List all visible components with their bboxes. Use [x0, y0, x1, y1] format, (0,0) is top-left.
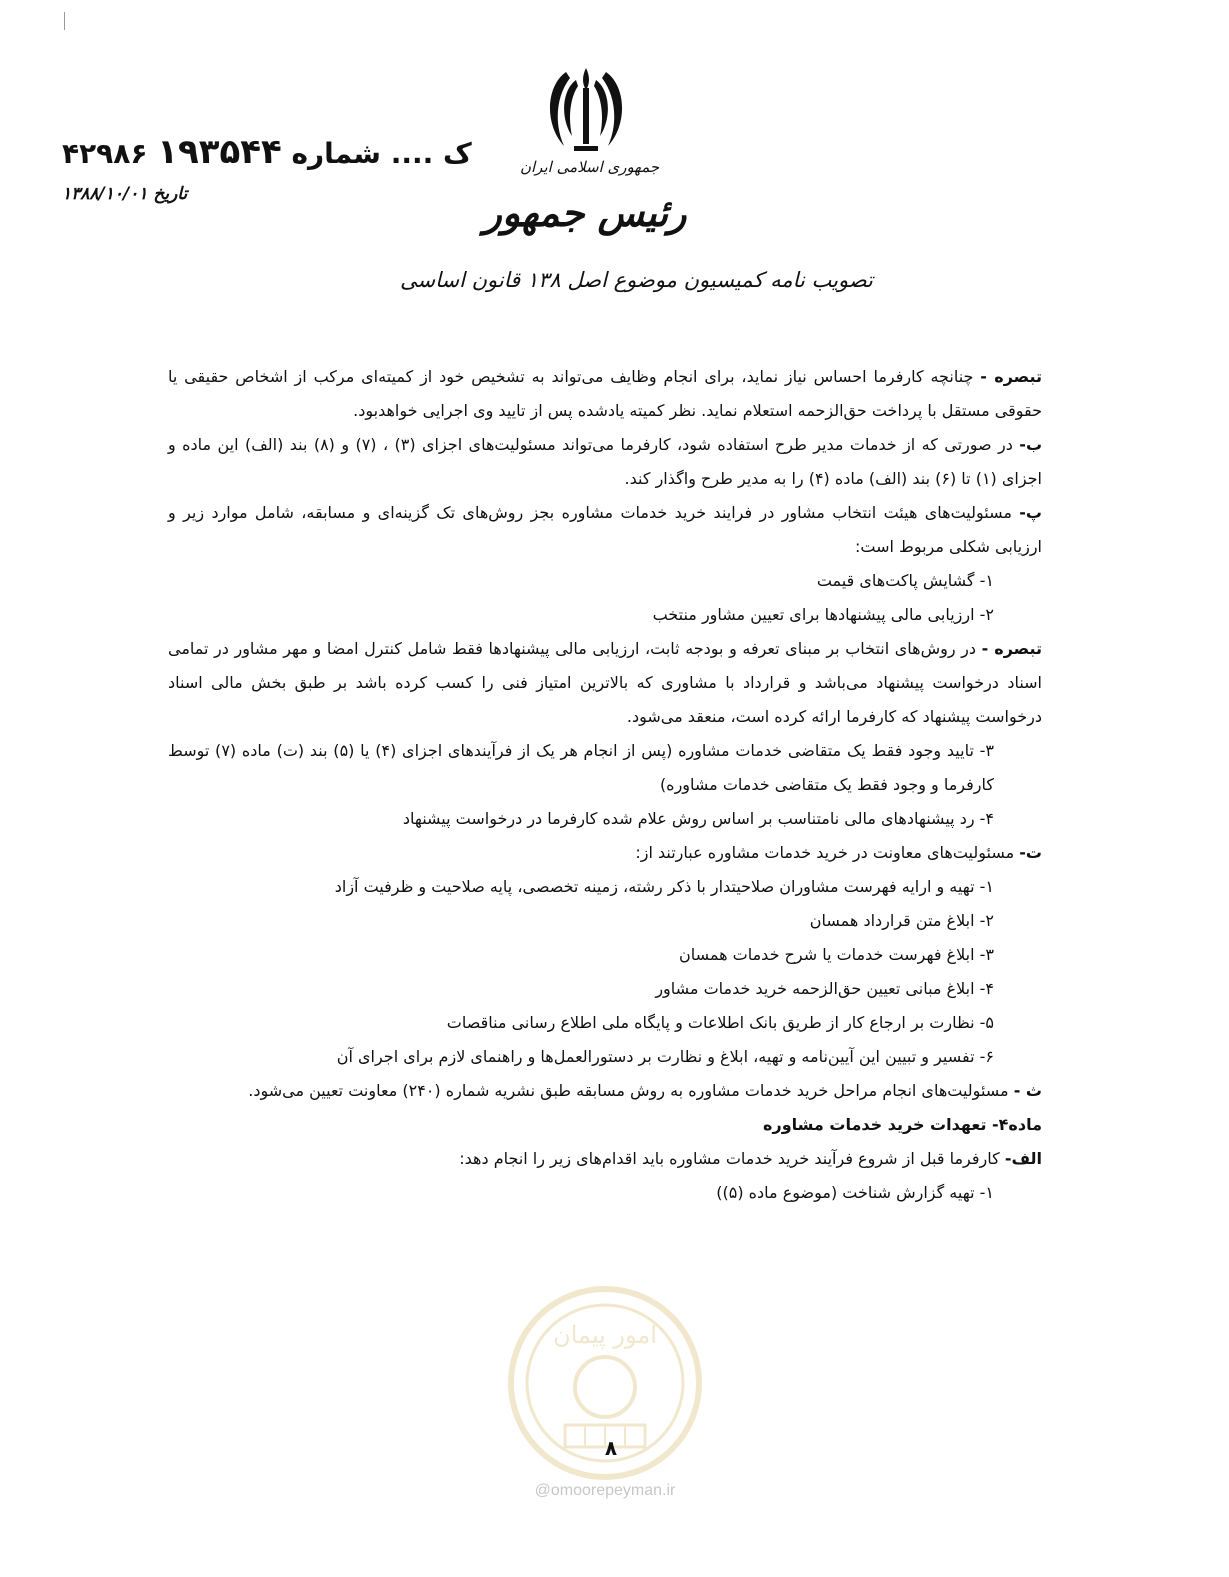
list-item: ۲- ابلاغ متن قرارداد همسان [809, 911, 994, 930]
list-item: ۶- تفسیر و تبیین این آیین‌نامه و تهیه، ابلاغ و نظارت بر دستورالعمل‌ها و راهنمای لازم برای اجرای آن [336, 1047, 994, 1066]
list-item: ۳- تایید وجود فقط یک متقاضی خدمات مشاوره (پس از انجام هر یک از فرآیندهای اجزای (۴) یا (۵) بند (ت) ماده (۷) توسط کارفرما و وجود فقط یک متقاضی خدمات مشاوره) [168, 741, 995, 794]
paragraph-label: ت- [1019, 843, 1042, 862]
clause-t [168, 836, 1042, 870]
clause-s [168, 1074, 1042, 1108]
document-subject: تصویب نامه کمیسیون موضوع اصل ۱۳۸ قانون اساسی [400, 268, 873, 292]
scan-mark [64, 12, 65, 30]
date-value: ۱۳۸۸/۱۰/۰۱ [62, 184, 148, 204]
paragraph-label: الف- [1004, 1149, 1042, 1168]
article-heading: ماده۴- تعهدات خرید خدمات مشاوره [763, 1115, 1042, 1134]
paragraph-label: تبصره - [980, 367, 1042, 386]
paragraph-label: ب- [1019, 435, 1043, 454]
reference-number-main: ۱۹۳۵۴۴ [157, 132, 282, 172]
paragraph-label: ث - [1013, 1081, 1042, 1100]
reference-label: شماره [291, 137, 381, 170]
clause-b [168, 428, 1042, 496]
page-number: ۸ [604, 1436, 618, 1460]
list-item: ۱- تهیه گزارش شناخت (موضوع ماده (۵)) [716, 1183, 994, 1202]
list-item: ۴- رد پیشنهادهای مالی نامتناسب بر اساس روش علام شده کارفرما در درخواست پیشنهاد [402, 809, 994, 828]
paragraph-text: مسئولیت‌های هیئت انتخاب مشاور در فرایند خرید خدمات مشاوره بجز روش‌های تک گزینه‌ای و مسابقه، شامل موارد زیر و ارزیابی شکلی مربوط است: [168, 503, 1042, 556]
clause-p [168, 496, 1042, 564]
paragraph-label: پ- [1019, 503, 1042, 522]
watermark-logo-text: امور پیمان [553, 1321, 657, 1349]
paragraph-text: مسئولیت‌های انجام مراحل خرید خدمات مشاوره به روش مسابقه طبق نشریه شماره (۲۴۰) معاونت تعیین می‌شود. [248, 1081, 1009, 1100]
paragraph-text: چنانچه کارفرما احساس نیاز نماید، برای انجام وظایف می‌تواند به تشخیص خود از کمیته‌ای مرکب از اشخاص حقیقی یا حقوقی مستقل با پرداخت حق‌الزحمه استعلام نماید. نظر کمیته یادشده پس از تایید وی اجرایی خواهدبود. [168, 367, 1042, 420]
list-item: ۱- تهیه و ارایه فهرست مشاوران صلاحیتدار با ذکر رشته، زمینه تخصصی، پایه صلاحیت و ظرفیت آزاد [334, 877, 994, 896]
list-item: ۴- ابلاغ مبانی تعیین حق‌الزحمه خرید خدمات مشاور [655, 979, 994, 998]
iran-emblem-icon [538, 62, 634, 158]
clause-alef [168, 1142, 1042, 1176]
reference-block [62, 132, 472, 204]
watermark-text: @omoorepeyman.ir [534, 1482, 676, 1499]
date-label: تاریخ [153, 184, 188, 204]
reference-number [62, 132, 472, 172]
note-paragraph-1 [168, 360, 1042, 428]
list-item: ۱- گشایش پاکت‌های قیمت [816, 571, 994, 590]
list-item: ۳- ابلاغ فهرست خدمات یا شرح خدمات همسان [679, 945, 994, 964]
office-title: رئیس جمهور [483, 190, 687, 235]
reference-number-rest: ۴۲۹۸۶ ک .... [62, 137, 472, 170]
note-paragraph-2 [168, 632, 1042, 734]
paragraph-text: در روش‌های انتخاب بر مبنای تعرفه و بودجه ثابت، ارزیابی مالی پیشنهادها فقط شامل کنترل امضا و مهر مشاور در تمامی اسناد درخواست پیشنهاد می‌باشد و قرارداد با مشاوری که بالاترین امتیاز فنی را کسب کرده باشد بر طبق بخش مالی اسناد درخواست پیشنهاد که کارفرما ارائه کرده است، منعقد می‌شود. [168, 639, 1042, 726]
list-item: ۲- ارزیابی مالی پیشنهادها برای تعیین مشاور منتخب [652, 605, 994, 624]
country-name: جمهوری اسلامی ایران [520, 158, 660, 176]
paragraph-text: مسئولیت‌های معاونت در خرید خدمات مشاوره عبارتند از: [635, 843, 1015, 862]
paragraph-text: در صورتی که از خدمات مدیر طرح استفاده شود، کارفرما می‌تواند مسئولیت‌های اجزای (۳) ، (۷) و (۸) بند (الف) این ماده و اجزای (۱) تا (۶) بند (الف) ماده (۴) را به مدیر طرح واگذار کند. [168, 435, 1042, 488]
list-item: ۵- نظارت بر ارجاع کار از طریق بانک اطلاعات و پایگاه ملی اطلاع رسانی مناقصات [446, 1013, 994, 1032]
reference-date [62, 184, 382, 204]
paragraph-label: تبصره - [981, 639, 1042, 658]
document-body [168, 360, 1042, 1210]
paragraph-text: کارفرما قبل از شروع فرآیند خرید خدمات مشاوره باید اقدام‌های زیر را انجام دهد: [459, 1149, 1000, 1168]
